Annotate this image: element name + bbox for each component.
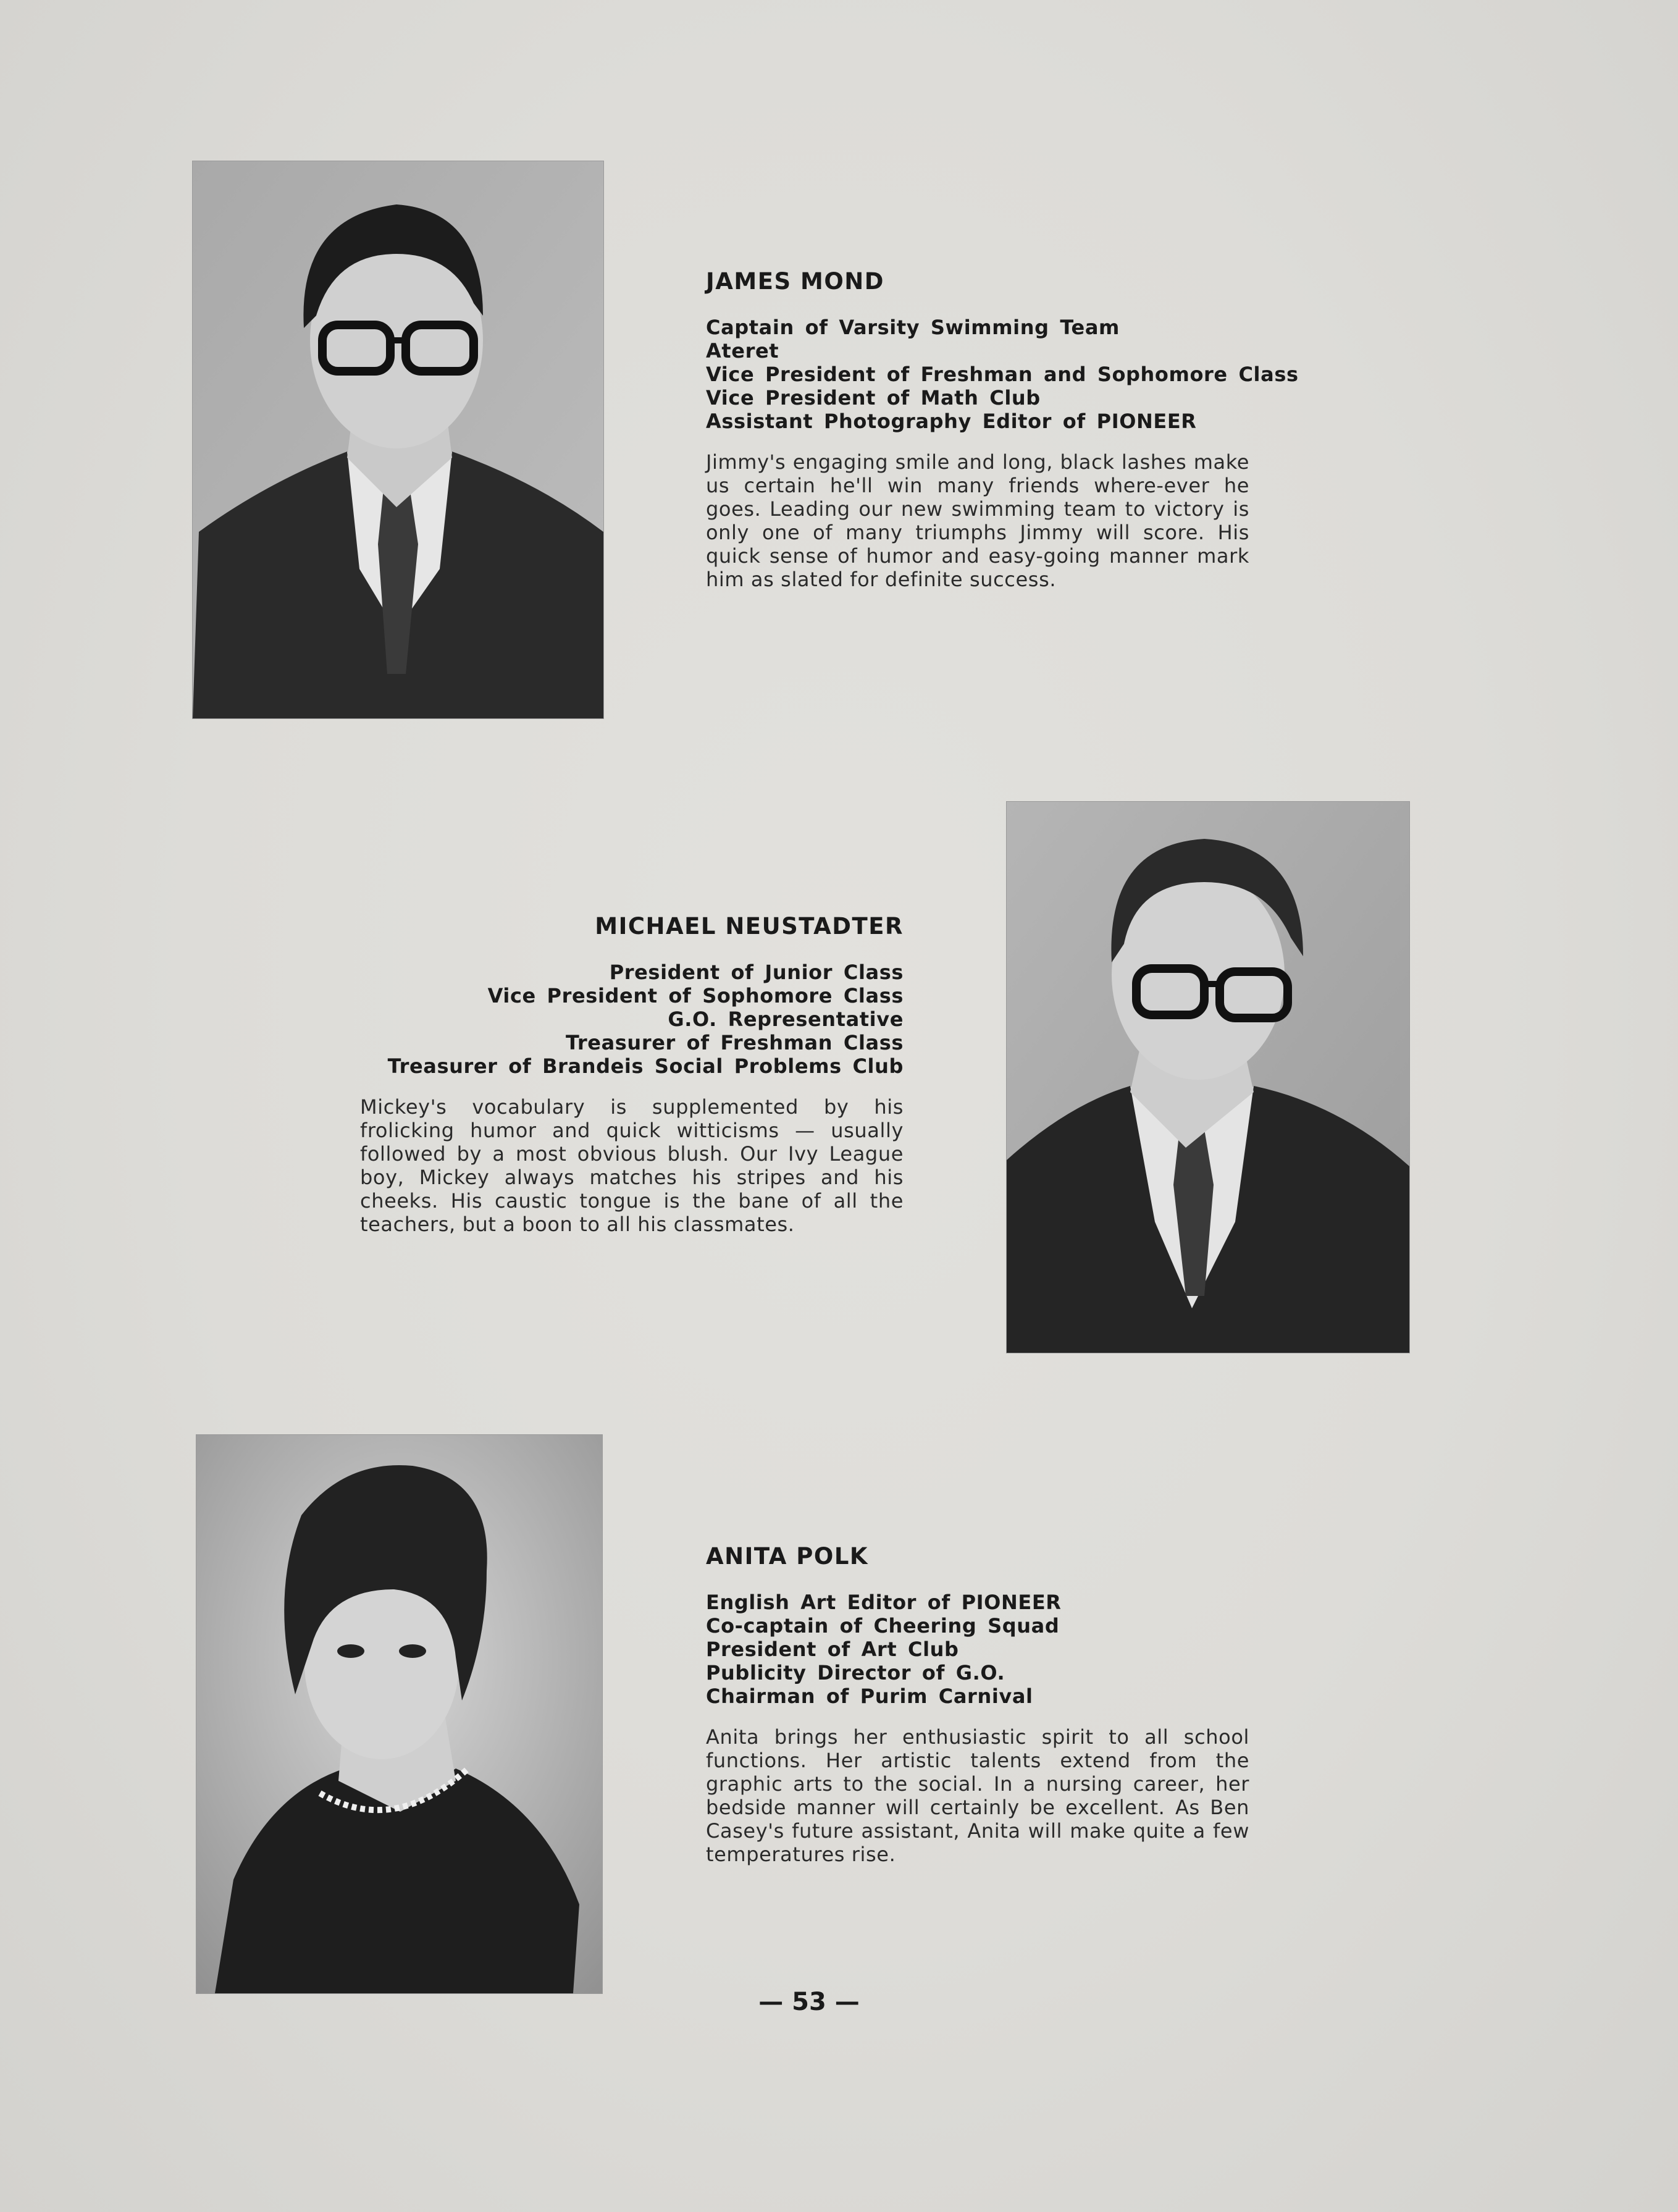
activity-item: Ateret xyxy=(706,339,779,363)
activities-list xyxy=(706,1591,1249,1708)
activity-item: Vice President of Sophomore Class xyxy=(487,983,904,1007)
portrait-photo-michael-neustadter xyxy=(1007,802,1409,1353)
student-name: JAMES MOND xyxy=(706,268,884,295)
activity-item: Co-captain of Cheering Squad xyxy=(706,1613,1060,1638)
activity-item: President of Art Club xyxy=(706,1637,959,1661)
activity-item: Treasurer of Brandeis Social Problems Club xyxy=(387,1054,904,1078)
student-name: ANITA POLK xyxy=(706,1543,869,1570)
activity-item: English Art Editor of PIONEER xyxy=(706,1590,1062,1614)
activity-item: President of Junior Class xyxy=(609,960,904,984)
activity-item: G.O. Representative xyxy=(668,1007,904,1031)
student-entry-james-mond xyxy=(706,268,1299,591)
activity-item: Vice President of Math Club xyxy=(706,385,1041,410)
activities-list xyxy=(360,961,904,1078)
student-entry-anita-polk xyxy=(706,1544,1249,1866)
student-bio: Mickey's vocabulary is supplemented by his frolicking humor and quick witticisms — usually followed by a most obvious blush. Our Ivy League boy, Mickey always matches his stripes and his cheeks. His caustic tongue is the bane of all the teachers, but a boon to all his classmates. xyxy=(360,1095,904,1236)
student-bio: Jimmy's engaging smile and long, black lashes make us certain he'll win many friends where-ever he goes. Leading our new swimming team to victory is only one of many triumphs Jimmy will score. His quick sense of humor and easy-going manner mark him as slated for definite success. xyxy=(706,450,1249,591)
portrait-photo-james-mond xyxy=(193,161,603,718)
page-number: — 53 — xyxy=(758,1988,860,2016)
student-entry-michael-neustadter xyxy=(360,914,904,1236)
activities-list xyxy=(706,315,1299,433)
activity-item: Captain of Varsity Swimming Team xyxy=(706,315,1120,339)
student-name: MICHAEL NEUSTADTER xyxy=(595,913,904,940)
activity-item: Vice President of Freshman and Sophomore Class xyxy=(706,362,1299,386)
activity-item: Publicity Director of G.O. xyxy=(706,1660,1005,1684)
activity-item: Chairman of Purim Carnival xyxy=(706,1684,1033,1708)
activity-item: Treasurer of Freshman Class xyxy=(566,1030,904,1054)
portrait-photo-anita-polk xyxy=(196,1435,602,1993)
student-bio: Anita brings her enthusiastic spirit to all school functions. Her artistic talents extend from the graphic arts to the social. In a nursing career, her bedside manner will certainly be excellent. As Ben Casey's future assistant, Anita will make quite a few temperatures rise. xyxy=(706,1725,1249,1866)
activity-item: Assistant Photography Editor of PIONEER xyxy=(706,409,1197,433)
